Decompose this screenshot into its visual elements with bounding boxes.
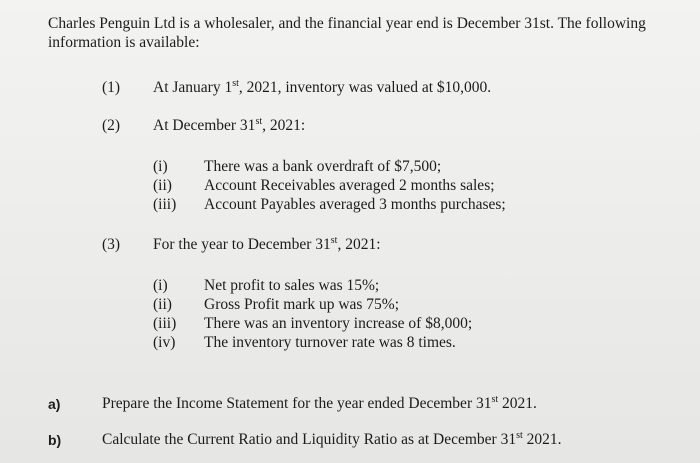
item-3-sub-1-number: (i) [153,277,168,294]
question-a-text: Prepare the Income Statement for the year ended December 31st 2021. [102,393,537,412]
item-2-sub-3-text: Account Payables averaged 3 months purchases; [204,196,506,213]
item-3-sub-1-text: Net profit to sales was 15%; [204,277,380,294]
item-2-sub-3-number: (iii) [153,196,177,213]
item-3-sub-4-text: The inventory turnover rate was 8 times. [204,334,456,351]
intro-paragraph: Charles Penguin Ltd is a wholesaler, and the financial year end is December 31st. The following information is available: [48,15,646,51]
question-b-label: b) [48,432,62,448]
question-a-label: a) [48,396,61,412]
item-2-sub-2-text: Account Receivables averaged 2 months sales; [204,177,495,194]
item-3-sub-2-number: (ii) [153,296,172,313]
item-2-sub-1-text: There was a bank overdraft of $7,500; [204,158,442,175]
item-3-number: (3) [102,236,121,253]
item-1-text: At January 1st, 2021, inventory was valued at $10,000. [153,77,492,96]
question-b-text: Calculate the Current Ratio and Liquidity Ratio as at December 31st 2021. [102,429,562,448]
item-2-sub-1-number: (i) [153,158,168,175]
item-2-sub-2-number: (ii) [153,177,172,194]
item-3-sub-2-text: Gross Profit mark up was 75%; [204,296,400,313]
item-3-sub-3-number: (iii) [153,315,177,332]
item-3-sub-3-text: There was an inventory increase of $8,000; [204,315,473,332]
item-1-number: (1) [102,79,121,96]
item-2-text: At December 31st, 2021: [153,115,306,134]
item-3-sub-4-number: (iv) [153,334,176,351]
item-2-number: (2) [102,117,121,134]
item-3-text: For the year to December 31st, 2021: [153,234,381,253]
